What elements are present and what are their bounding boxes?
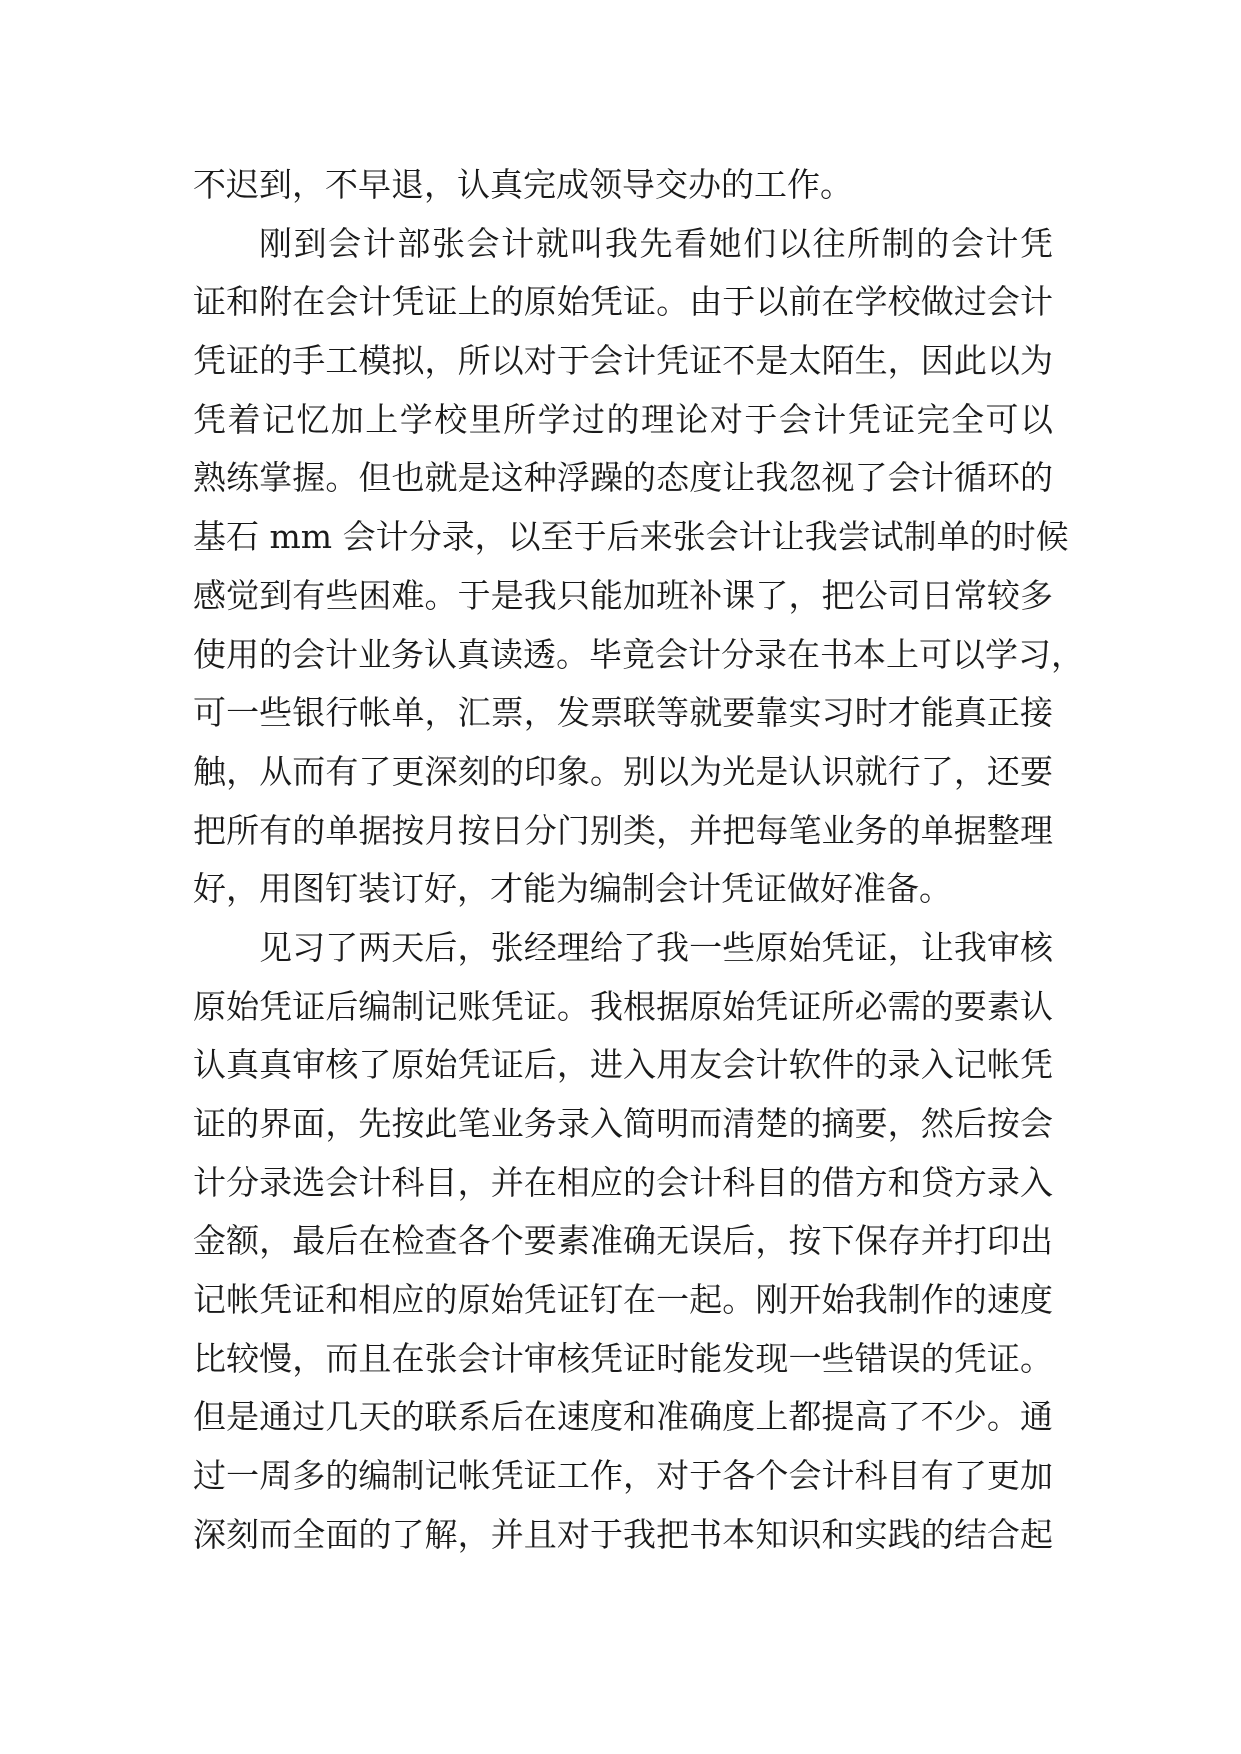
text-line-18: 计分录选会计科目，并在相应的会计科目的借方和贷方录入 [193, 1162, 1053, 1202]
text-line-1: 不迟到，不早退，认真完成领导交办的工作。 [193, 165, 853, 204]
text-line-8: 感觉到有些困难。于是我只能加班补课了，把公司日常较多 [193, 575, 1053, 615]
text-line-14: 见习了两天后，张经理给了我一些原始凭证，让我审核 [259, 927, 1053, 967]
text-line-20: 记帐凭证和相应的原始凭证钉在一起。刚开始我制作的速度 [193, 1280, 1053, 1320]
text-line-3: 证和附在会计凭证上的原始凭证。由于以前在学校做过会计 [193, 282, 1053, 322]
text-line-15: 原始凭证后编制记账凭证。我根据原始凭证所必需的要素认 [193, 986, 1053, 1026]
text-line-12: 把所有的单据按月按日分门别类，并把每笔业务的单据整理 [193, 810, 1053, 850]
text-line-16: 认真真审核了原始凭证后，进入用友会计软件的录入记帐凭 [193, 1045, 1053, 1085]
text-line-6: 熟练掌握。但也就是这种浮躁的态度让我忽视了会计循环的 [193, 458, 1053, 498]
text-line-7: 基石 mm 会计分录，以至于后来张会计让我尝试制单的时候 [193, 517, 1069, 557]
text-line-4: 凭证的手工模拟，所以对于会计凭证不是太陌生，因此以为 [193, 341, 1053, 381]
text-line-10: 可一些银行帐单，汇票，发票联等就要靠实习时才能真正接 [193, 693, 1053, 733]
text-line-24: 深刻而全面的了解，并且对于我把书本知识和实践的结合起 [193, 1514, 1053, 1554]
text-line-13: 好，用图钉装订好，才能为编制会计凭证做好准备。 [193, 869, 952, 909]
text-line-11: 触，从而有了更深刻的印象。别以为光是认识就行了，还要 [193, 751, 1053, 791]
text-line-9: 使用的会计业务认真读透。毕竟会计分录在书本上可以学习， [193, 634, 1084, 674]
text-line-19: 金额，最后在检查各个要素准确无误后，按下保存并打印出 [193, 1221, 1053, 1261]
body-text [193, 156, 1084, 1565]
text-line-22: 但是通过几天的联系后在速度和准确度上都提高了不少。通 [193, 1397, 1053, 1437]
text-line-17: 证的界面，先按此笔业务录入简明而清楚的摘要，然后按会 [193, 1104, 1053, 1143]
text-line-21: 比较慢，而且在张会计审核凭证时能发现一些错误的凭证。 [193, 1338, 1053, 1378]
text-line-5: 凭着记忆加上学校里所学过的理论对于会计凭证完全可以 [193, 399, 1053, 439]
text-line-23: 过一周多的编制记帐凭证工作，对于各个会计科目有了更加 [193, 1456, 1053, 1496]
text-line-2: 刚到会计部张会计就叫我先看她们以往所制的会计凭 [259, 223, 1053, 263]
